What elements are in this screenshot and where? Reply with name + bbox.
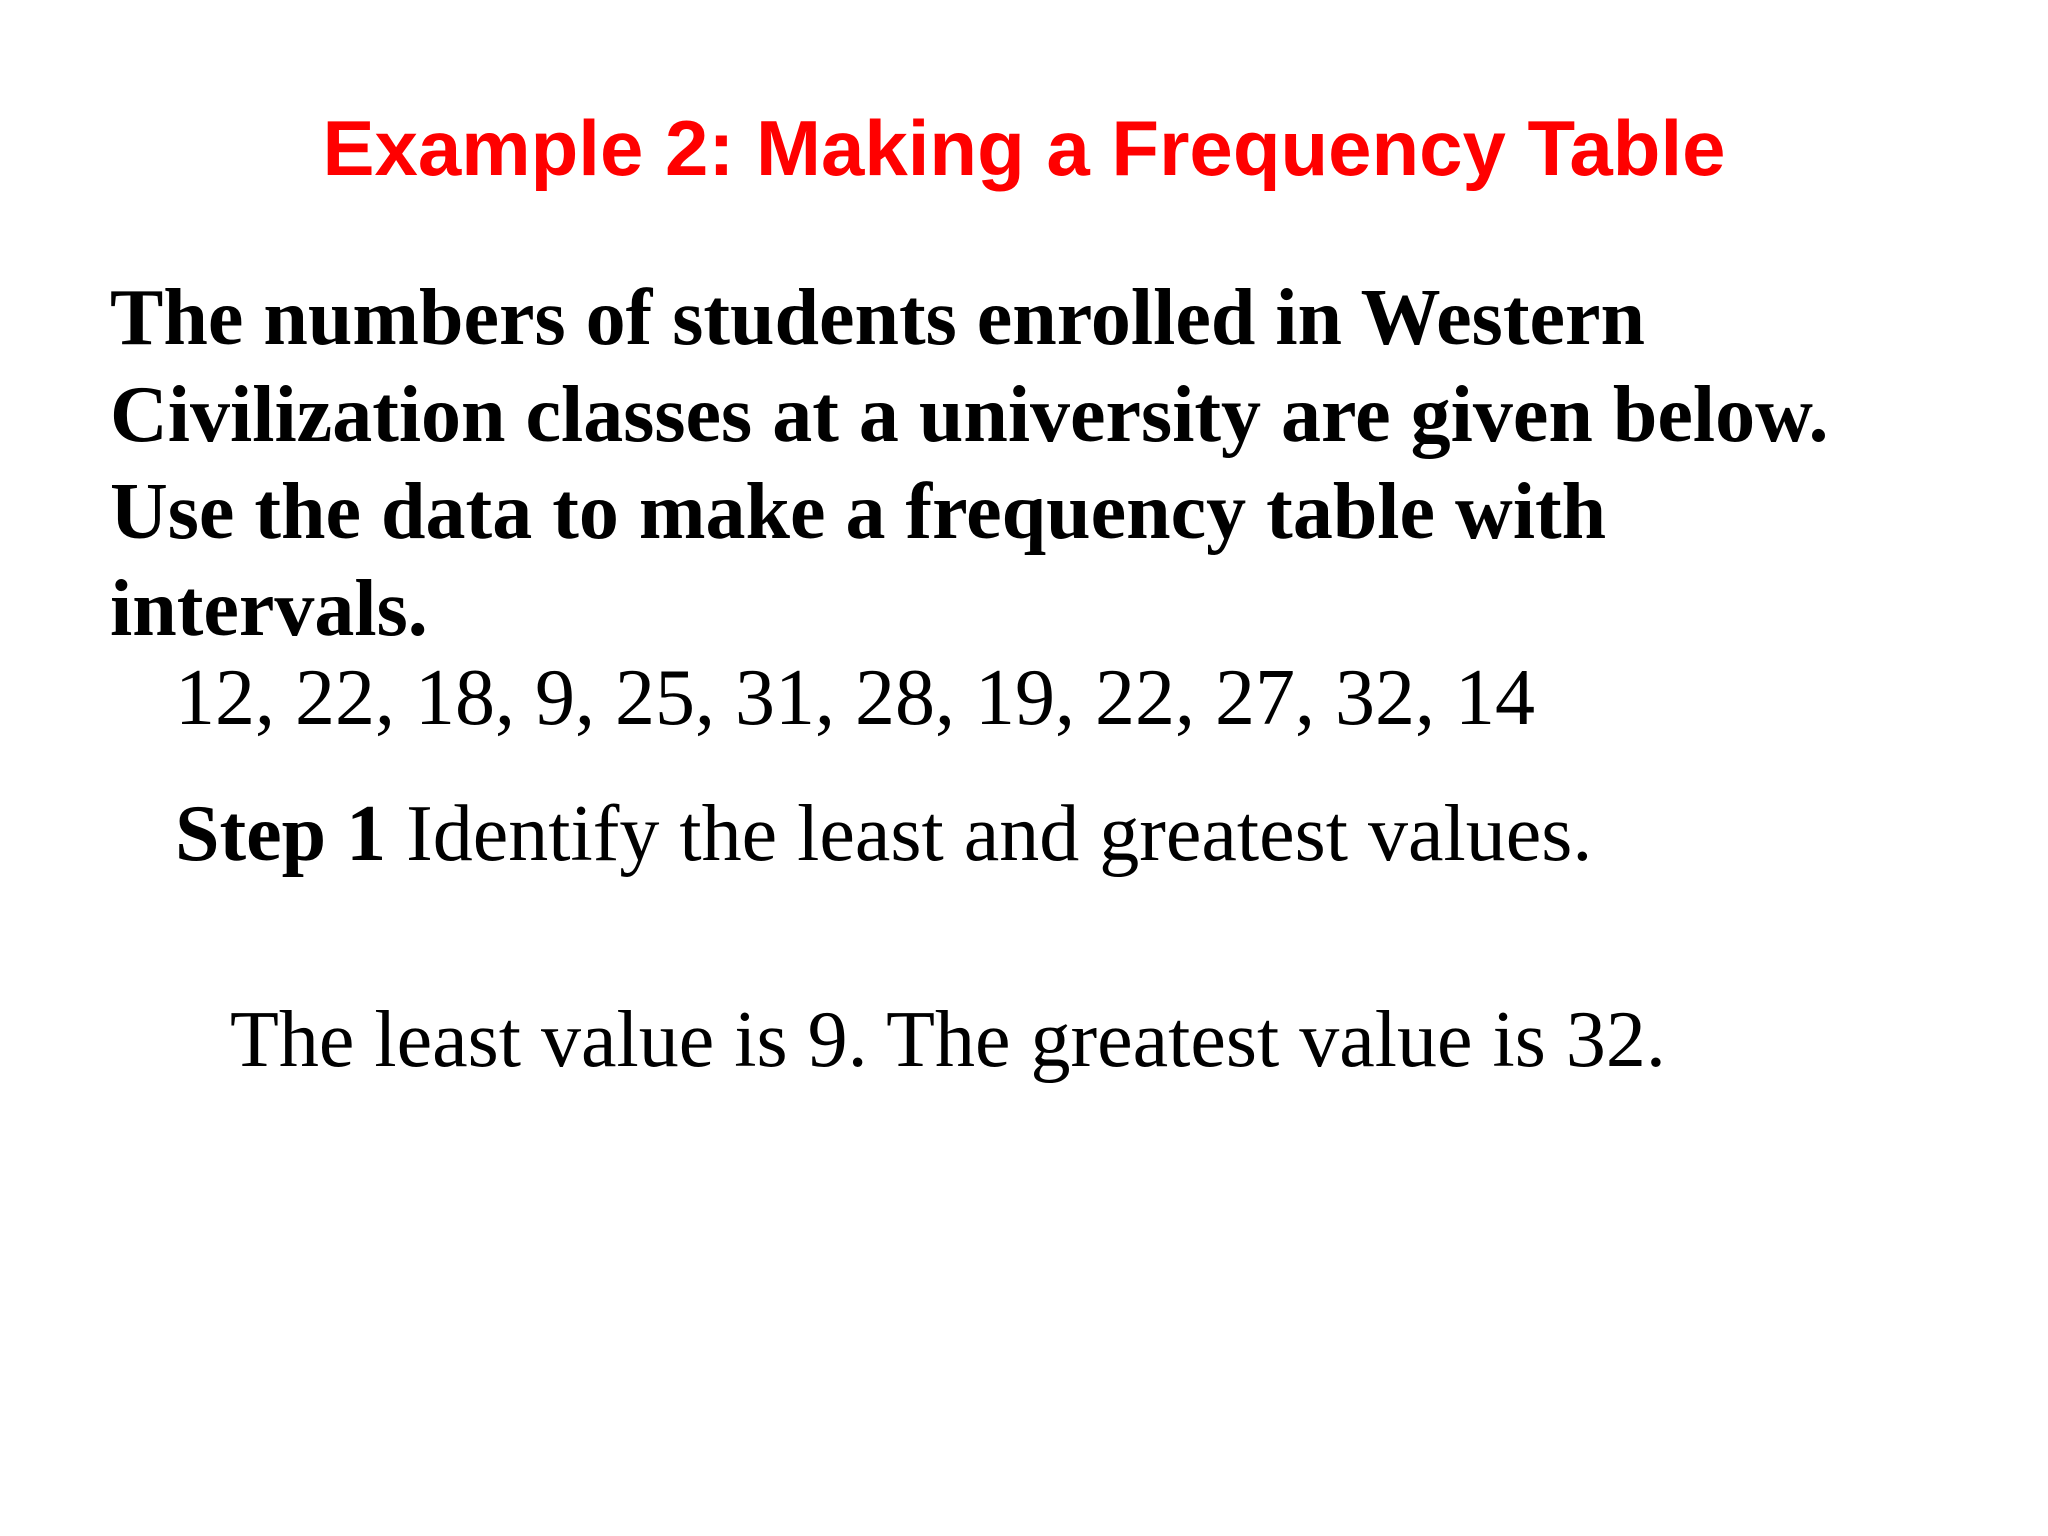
problem-line: Use the data to make a frequency table with <box>110 468 1607 556</box>
slide-title: Example 2: Making a Frequency Table <box>322 104 1726 192</box>
step-text: Identify the least and greatest values. <box>406 790 1593 878</box>
step-label: Step 1 <box>175 790 387 878</box>
data-values: 12, 22, 18, 9, 25, 31, 28, 19, 22, 27, 32, 14 <box>175 654 1535 742</box>
problem-line: Civilization classes at a university are given below. <box>110 371 1829 459</box>
step-1-answer: The least value is 9. The greatest value is 32. <box>230 996 1666 1084</box>
problem-line: The numbers of students enrolled in Western <box>110 274 1645 362</box>
problem-statement <box>110 270 1970 658</box>
step-1 <box>175 790 1592 878</box>
problem-line: intervals. <box>110 565 428 653</box>
